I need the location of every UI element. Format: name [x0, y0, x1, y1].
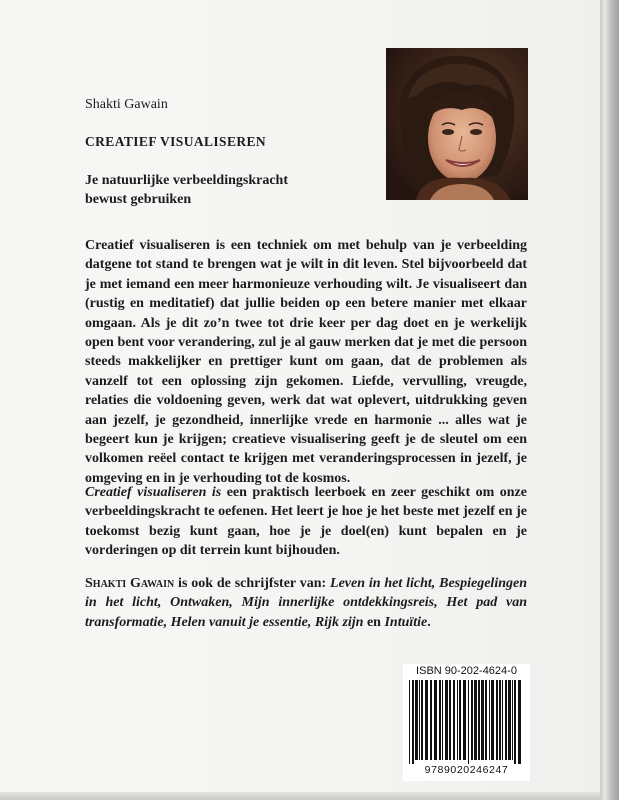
barcode-bar [474, 680, 477, 760]
description-paragraph-2 [85, 483, 527, 561]
barcode-bar [445, 680, 448, 760]
description-paragraph-1: Creatief visualiseren is een techniek om met behulp van je verbeelding datgene tot stand te brengen wat je wilt in dit leven. Stel bijvoorbeeld dat je met iemand een meer harmonieuze verhouding wilt. Je visualiseert dan (rustig en meditatief) dat jullie beiden op een betere manier met elkaar omgaan. Als je dit zo’n twee tot drie keer per dag doet en je werkelijk open bent voor verandering, zul je al gauw merken dat je met die persoon steeds makkelijker en prettiger kunt om gaan, dat de problemen als vanzelf tot een oplossing zijn gekomen. Liefde, vervulling, vreugde, relaties die voldoening geven, werk dat wat oplevert, uitdrukking geven aan jezelf, je gezondheid, innerlijke vrede en harmonie ... alles wat je begeert kun je krijgen; creatieve visualisering geeft je de sleutel om een volkomen reëel contact te krijgen met veranderingsprocessen in jezelf, je omgeving en in je verhouding tot de kosmos. [85, 238, 527, 486]
other-books-paragraph [85, 574, 527, 632]
barcode-bar [425, 680, 428, 760]
isbn-label: ISBN 90-202-4624-0 [416, 665, 517, 677]
paragraph-2-text: een praktisch leerboek en zeer geschikt om onze verbeeldingskracht te oefenen. Het leert je hoe je het beste met jezelf en je toekomst bezig kunt gaan, hoe je je doel(en) kunt bepalen en je vorderingen op dit terrein kunt bijhouden. [85, 485, 527, 559]
other-book-titles: Leven in het licht, Bespiegelingen in het licht, Ontwaken, Mijn innerlijke ontdekkingsreis, Het pad van transformatie, Helen vanuit je essentie, Rijk zijn [85, 576, 527, 630]
book-spine [600, 0, 619, 800]
barcode-bar [449, 680, 451, 760]
barcode-bar [478, 680, 480, 760]
barcode-bar [457, 680, 458, 760]
other-books-and: en [363, 614, 385, 630]
barcode-bar [453, 680, 455, 760]
author-name-small-caps: Shakti Gawain [85, 576, 175, 591]
other-books-intro: is ook de schrijfster van: [174, 576, 331, 591]
barcode-box [403, 664, 530, 781]
barcode-bar [512, 680, 513, 760]
book-subtitle [85, 171, 365, 209]
other-book-last-title: Intuïtie [384, 614, 428, 630]
barcode-bar [505, 680, 507, 760]
barcode-bar [412, 680, 414, 764]
barcode-bar [468, 680, 469, 764]
barcode-bar [485, 680, 487, 760]
barcode-bar [491, 680, 494, 760]
author-portrait-icon [386, 48, 528, 200]
barcode-bar [419, 680, 420, 760]
barcode-bar [489, 680, 490, 760]
cover-bottom-edge [0, 792, 600, 800]
portrait-illustration [386, 48, 528, 200]
barcode-bar [481, 680, 484, 760]
book-title-italic: Creatief visualiseren is [85, 485, 222, 500]
subtitle-line-1: Je natuurlijke verbeeldingskracht [85, 173, 288, 188]
barcode-bar [496, 680, 498, 760]
barcode-bar [434, 680, 437, 760]
barcode-bar [409, 680, 410, 764]
barcode-bar [463, 680, 466, 760]
ean-number: 9789020246247 [424, 764, 509, 776]
other-books-end: . [427, 614, 431, 630]
barcode-bar [499, 680, 501, 760]
barcode-bar [471, 680, 473, 760]
barcode-bar [439, 680, 441, 760]
barcode-bars-icon [409, 680, 524, 764]
barcode-bar [514, 680, 516, 764]
barcode-bar [502, 680, 503, 760]
barcode-bar [421, 680, 423, 760]
book-title: CREATIEF VISUALISEREN [85, 134, 267, 149]
barcode-bar [415, 680, 418, 760]
author-name: Shakti Gawain [85, 97, 168, 112]
subtitle-line-2: bewust gebruiken [85, 192, 192, 207]
barcode-bar [430, 680, 432, 760]
barcode-bar [518, 680, 521, 764]
barcode-bar [508, 680, 511, 760]
barcode-bar [442, 680, 443, 760]
barcode-bar [459, 680, 461, 760]
